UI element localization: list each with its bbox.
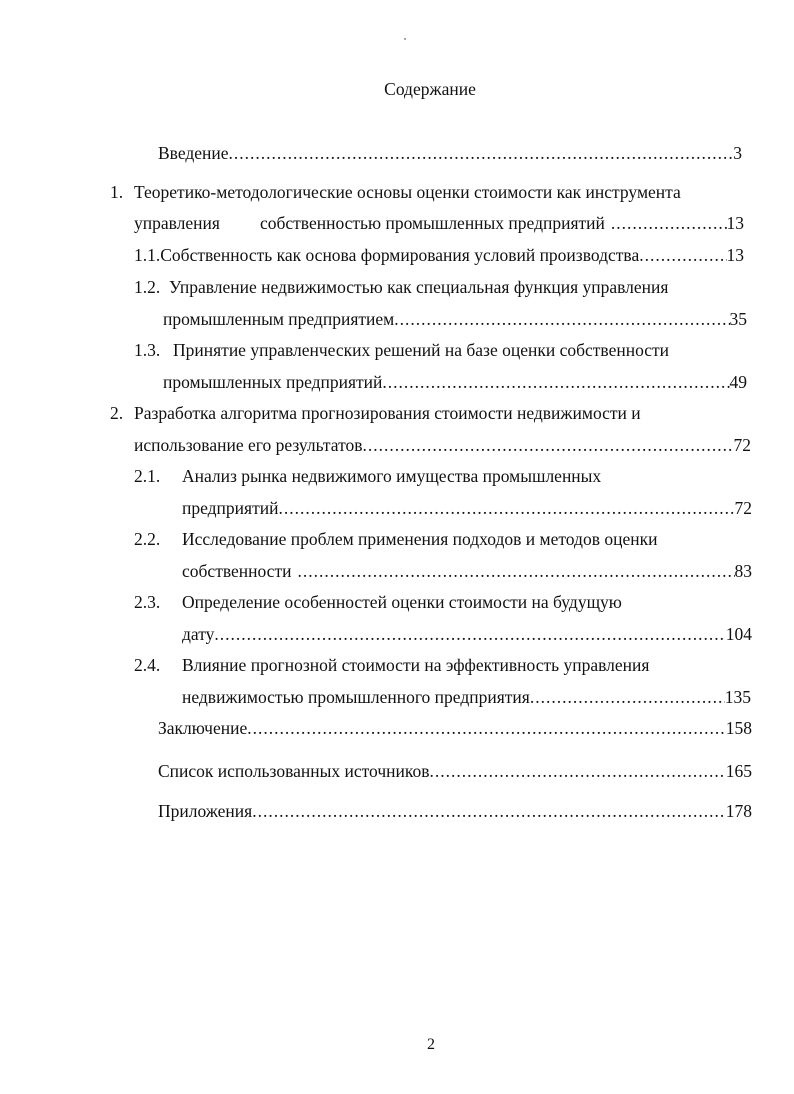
section-title-line: Определение особенностей оценки стоимости на будущую: [182, 592, 622, 612]
section-number: 1.1.: [134, 245, 161, 265]
toc-entry-text: промышленных предприятий: [163, 372, 383, 392]
toc-page-number: 165: [725, 761, 752, 781]
toc-entry-chapter2: [134, 434, 751, 456]
toc-entry-text: Собственность как основа формирования условий производства: [160, 245, 640, 265]
chapter-number: 2.: [110, 403, 124, 423]
toc-page-number: 83: [734, 561, 752, 581]
toc-entry-chapter1: [134, 212, 744, 234]
dot-leader: [229, 142, 734, 164]
dot-leader: [430, 760, 726, 782]
section-number: 2.3.: [134, 592, 161, 612]
toc-entry-text: Приложения: [158, 801, 253, 821]
dot-leader: [247, 717, 726, 739]
toc-entry-section: [163, 308, 747, 330]
section-title-line: Принятие управленческих решений на базе оценки собственности: [173, 340, 670, 360]
toc-entry-section: [134, 244, 744, 266]
toc-entry-section: [182, 686, 751, 708]
scan-speck: [404, 38, 406, 40]
toc-entry-appendices: [158, 800, 752, 822]
toc-page-number: 13: [726, 245, 744, 265]
toc-entry-text: использование его результатов: [134, 435, 363, 455]
dot-leader: [611, 212, 727, 234]
toc-page-number: 104: [725, 624, 752, 644]
toc-entry-text: Список использованных источников: [158, 761, 430, 781]
toc-entry-section: [182, 560, 752, 582]
toc-page-number: 49: [729, 372, 747, 392]
toc-entry-text: предприятий: [182, 498, 279, 518]
toc-page-number: 135: [724, 687, 751, 707]
toc-entry-text: управления: [134, 213, 220, 233]
dot-leader: [530, 686, 725, 708]
section-number: 2.2.: [134, 529, 161, 549]
toc-page-number: 72: [733, 435, 751, 455]
toc-page-number: 35: [729, 309, 747, 329]
dot-leader: [297, 560, 734, 582]
toc-entry-text: Введение: [158, 143, 229, 163]
section-number: 1.3.: [134, 340, 161, 360]
toc-entry-conclusion: [158, 717, 752, 739]
section-title-line: Влияние прогнозной стоимости на эффективность управления: [182, 655, 650, 675]
toc-page-number: 178: [725, 801, 752, 821]
section-number: 1.2.: [134, 277, 161, 297]
page-number: 2: [427, 1036, 435, 1053]
section-title-line: Анализ рынка недвижимого имущества промышленных: [182, 466, 602, 486]
toc-entry-text: Заключение: [158, 718, 248, 738]
chapter-number: 1.: [110, 182, 124, 202]
section-number: 2.4.: [134, 655, 161, 675]
toc-entry-text: собственности: [182, 561, 292, 581]
dot-leader: [214, 623, 725, 645]
toc-entry-text: промышленным предприятием: [163, 309, 395, 329]
toc-entry-section: [163, 371, 747, 393]
toc-entry-references: [158, 760, 752, 782]
section-title-line: Исследование проблем применения подходов и методов оценки: [182, 529, 658, 549]
toc-entry-text: дату: [182, 624, 215, 644]
toc-page-number: 72: [734, 498, 752, 518]
section-number: 2.1.: [134, 466, 161, 486]
dot-leader: [394, 308, 729, 330]
toc-page-number: 13: [726, 213, 744, 233]
toc-entry-section: [182, 623, 752, 645]
dot-leader: [252, 800, 726, 822]
toc-page-number: 158: [725, 718, 752, 738]
dot-leader: [363, 434, 734, 456]
chapter-title-line: Разработка алгоритма прогнозирования стоимости недвижимости и: [134, 403, 641, 423]
dot-leader: [382, 371, 729, 393]
toc-page-number: 3: [733, 143, 742, 163]
chapter-title-line: Теоретико-методологические основы оценки стоимости как инструмента: [134, 182, 681, 202]
toc-entry-intro: [158, 142, 742, 164]
section-title-line: Управление недвижимостью как специальная функция управления: [169, 277, 669, 297]
toc-entry-section: [182, 497, 752, 519]
toc-entry-text: недвижимостью промышленного предприятия: [182, 687, 530, 707]
dot-leader: [639, 244, 726, 266]
page-title: Содержание: [384, 79, 476, 99]
dot-leader: [278, 497, 734, 519]
toc-entry-text: собственностью промышленных предприятий: [259, 213, 605, 233]
